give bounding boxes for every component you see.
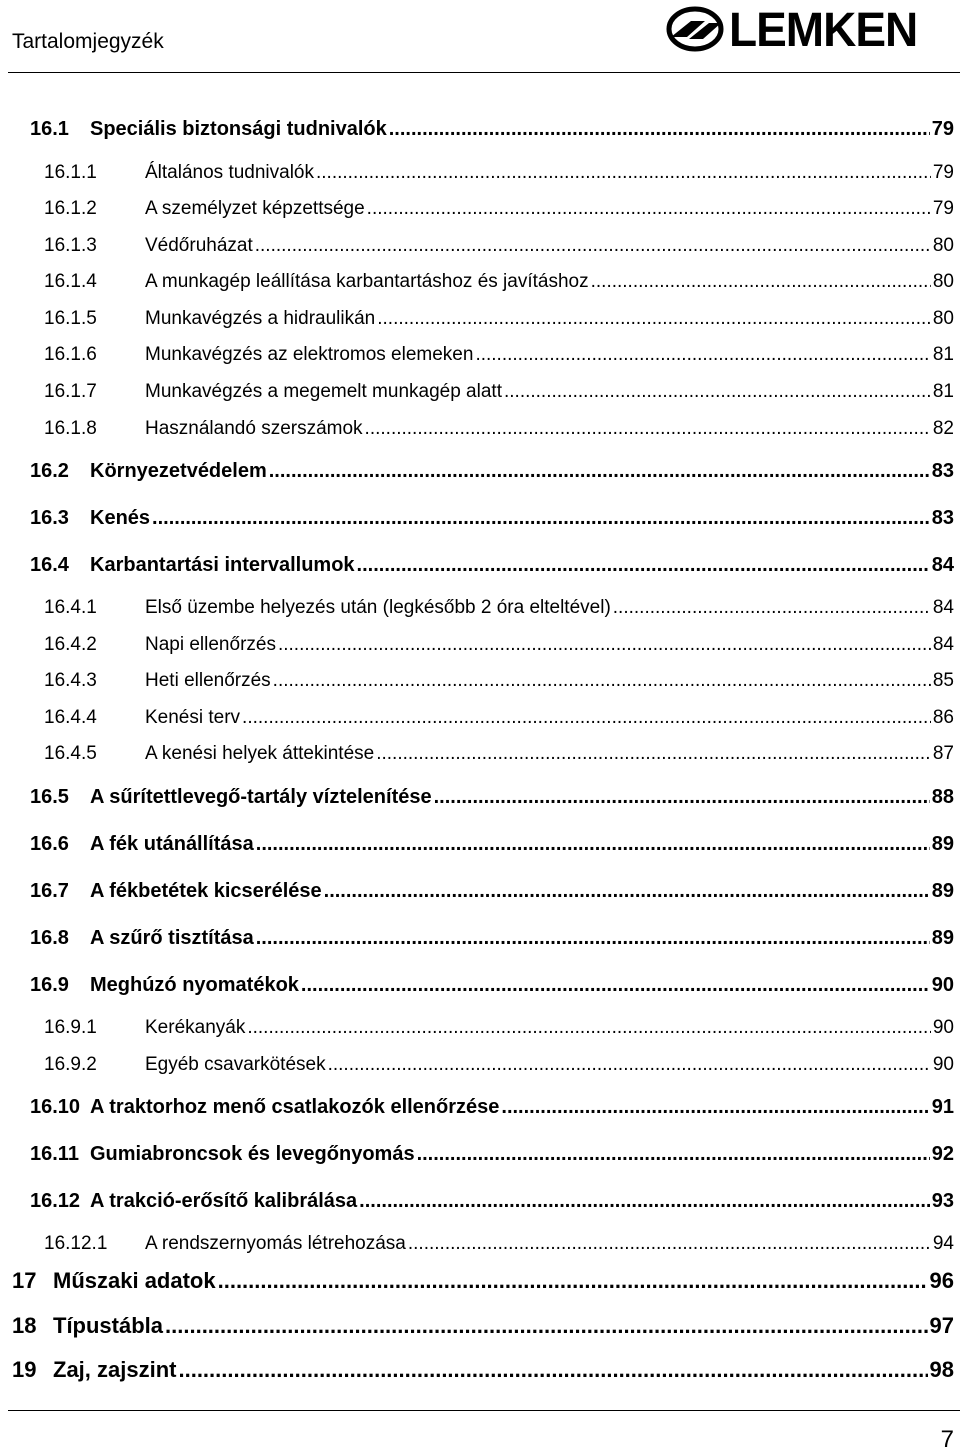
toc-entry[interactable] (30, 1096, 954, 1119)
toc-title: Kerékanyák (145, 1017, 246, 1038)
toc-number: 16.4.5 (44, 743, 97, 764)
toc-entry[interactable] (44, 198, 954, 220)
toc-entry[interactable] (30, 786, 954, 809)
toc-page: 84 (931, 554, 954, 576)
toc-number: 19 (12, 1357, 37, 1382)
toc-title: A személyzet képzettsége (145, 198, 365, 219)
toc-entry[interactable] (44, 235, 954, 257)
toc-page: 91 (931, 1096, 954, 1118)
toc-number: 16.11 (30, 1143, 79, 1165)
toc-title: Karbantartási intervallumok (90, 554, 355, 576)
toc-page: 81 (932, 381, 954, 402)
toc-title: A traktorhoz menő csatlakozók ellenőrzése (90, 1096, 500, 1118)
toc-number: 18 (12, 1313, 37, 1338)
toc-entry[interactable] (44, 1054, 954, 1076)
toc-title: A munkagép leállítása karbantartáshoz és javításhoz (145, 271, 589, 292)
toc-entry[interactable] (30, 974, 954, 997)
toc-page: 92 (931, 1143, 954, 1165)
toc-title: Meghúzó nyomatékok (90, 974, 299, 996)
toc-number: 16.3 (30, 507, 69, 529)
toc-page: 79 (931, 118, 954, 140)
toc-number: 16.4.2 (44, 634, 97, 655)
toc-title: Kenési terv (145, 707, 241, 728)
toc-title: Egyéb csavarkötések (145, 1054, 326, 1075)
toc-entry[interactable] (44, 381, 954, 403)
toc-page: 79 (932, 198, 954, 219)
header-divider (8, 72, 960, 73)
toc-page: 97 (929, 1313, 954, 1338)
toc-title: Kenés (90, 507, 151, 529)
lemken-bird-icon (665, 4, 727, 54)
toc-number: 17 (12, 1268, 37, 1293)
toc-page: 98 (929, 1357, 954, 1382)
toc-page: 80 (932, 308, 954, 329)
toc-number: 16.5 (30, 786, 69, 808)
toc-entry[interactable] (30, 507, 954, 530)
toc-entry[interactable] (12, 1313, 954, 1339)
toc-page: 80 (932, 271, 954, 292)
toc-page: 86 (932, 707, 954, 728)
toc-page: 90 (932, 1054, 954, 1075)
toc-entry[interactable] (30, 1143, 954, 1166)
toc-entry[interactable] (44, 670, 954, 692)
toc-title: Heti ellenőrzés (145, 670, 271, 691)
toc-page: 80 (932, 235, 954, 256)
toc-page: 81 (932, 344, 954, 365)
toc-entry[interactable] (30, 927, 954, 950)
toc-title: Munkavégzés a hidraulikán (145, 308, 376, 329)
toc-number: 16.9 (30, 974, 69, 996)
footer-divider (8, 1410, 960, 1411)
toc-page: 96 (929, 1268, 954, 1293)
toc-page: 82 (932, 418, 954, 439)
toc-title: Műszaki adatok (53, 1268, 216, 1293)
toc-entry[interactable] (44, 308, 954, 330)
toc-entry[interactable] (30, 880, 954, 903)
toc-number: 16.7 (30, 880, 69, 902)
toc-page: 89 (931, 880, 954, 902)
toc-entry[interactable] (30, 833, 954, 856)
toc-entry[interactable] (30, 1190, 954, 1213)
toc-entry[interactable] (12, 1268, 954, 1294)
toc-page: 88 (931, 786, 954, 808)
toc-number: 16.12 (30, 1190, 81, 1212)
toc-entry[interactable] (44, 707, 954, 729)
toc-entry[interactable] (44, 344, 954, 366)
toc-title: A sűrítettlevegő-tartály víztelenítése (90, 786, 432, 808)
header-title: Tartalomjegyzék (12, 30, 164, 53)
toc-number: 16.1.3 (44, 235, 97, 256)
toc-title: Zaj, zajszint (53, 1357, 177, 1382)
toc-title: Munkavégzés az elektromos elemeken (145, 344, 474, 365)
toc-number: 16.8 (30, 927, 69, 949)
toc-title: Védőruházat (145, 235, 253, 256)
toc-page: 83 (931, 460, 954, 482)
toc-number: 16.12.1 (44, 1233, 108, 1254)
toc-page: 79 (932, 162, 954, 183)
toc-entry[interactable] (44, 743, 954, 765)
toc-page: 89 (931, 927, 954, 949)
toc-page: 87 (932, 743, 954, 764)
toc-number: 16.9.2 (44, 1054, 97, 1075)
toc-page: 90 (931, 974, 954, 996)
toc-entry[interactable] (44, 1233, 954, 1255)
toc-page: 85 (932, 670, 954, 691)
toc-title: A kenési helyek áttekintése (145, 743, 375, 764)
logo-text: LEMKEN (729, 1, 918, 57)
toc-number: 16.4.3 (44, 670, 97, 691)
toc-entry[interactable] (44, 634, 954, 656)
toc-page: 90 (932, 1017, 954, 1038)
toc-title: Általános tudnivalók (145, 162, 314, 183)
toc-number: 16.1.8 (44, 418, 97, 439)
toc-title: Első üzembe helyezés után (legkésőbb 2 óra elteltével) (145, 597, 611, 618)
toc-number: 16.1.4 (44, 271, 97, 292)
toc-title: Típustábla (53, 1313, 164, 1338)
toc-number: 16.1.2 (44, 198, 97, 219)
toc-entry[interactable] (30, 554, 954, 577)
toc-entry[interactable] (30, 460, 954, 483)
toc-number: 16.1.5 (44, 308, 97, 329)
toc-number: 16.4 (30, 554, 69, 576)
toc-entry[interactable] (44, 1017, 954, 1039)
toc-number: 16.10 (30, 1096, 81, 1118)
toc-number: 16.4.4 (44, 707, 97, 728)
toc-page: 93 (931, 1190, 954, 1212)
toc-entry[interactable] (44, 597, 954, 619)
toc-title: A rendszernyomás létrehozása (145, 1233, 406, 1254)
toc-title: Napi ellenőrzés (145, 634, 276, 655)
toc-title: Gumiabroncsok és levegőnyomás (90, 1143, 415, 1165)
toc-entry[interactable] (44, 271, 954, 293)
toc-number: 16.2 (30, 460, 69, 482)
toc-entry[interactable] (12, 1357, 954, 1383)
toc-page: 94 (932, 1233, 954, 1254)
lemken-logo (665, 0, 955, 58)
toc-title: A trakció-erősítő kalibrálása (90, 1190, 358, 1212)
toc-number: 16.6 (30, 833, 69, 855)
toc-page: 83 (931, 507, 954, 529)
toc-title: A fék utánállítása (90, 833, 254, 855)
toc-page: 89 (931, 833, 954, 855)
toc-entry[interactable] (44, 162, 954, 184)
toc-title: Környezetvédelem (90, 460, 267, 482)
toc-title: A fékbetétek kicserélése (90, 880, 322, 902)
toc-entry[interactable] (44, 418, 954, 440)
toc-number: 16.4.1 (44, 597, 97, 618)
toc-title: A szűrő tisztítása (90, 927, 254, 949)
toc-number: 16.1.7 (44, 381, 97, 402)
toc-title: Használandó szerszámok (145, 418, 363, 439)
toc-title: Munkavégzés a megemelt munkagép alatt (145, 381, 502, 402)
toc-page: 84 (932, 597, 954, 618)
toc-entry[interactable] (30, 118, 954, 141)
toc-page: 84 (932, 634, 954, 655)
toc-number: 16.9.1 (44, 1017, 97, 1038)
toc-number: 16.1.1 (44, 162, 97, 183)
toc-number: 16.1.6 (44, 344, 97, 365)
toc-title: Speciális biztonsági tudnivalók (90, 118, 387, 140)
toc-number: 16.1 (30, 118, 69, 140)
page-number: 7 (940, 1426, 954, 1453)
